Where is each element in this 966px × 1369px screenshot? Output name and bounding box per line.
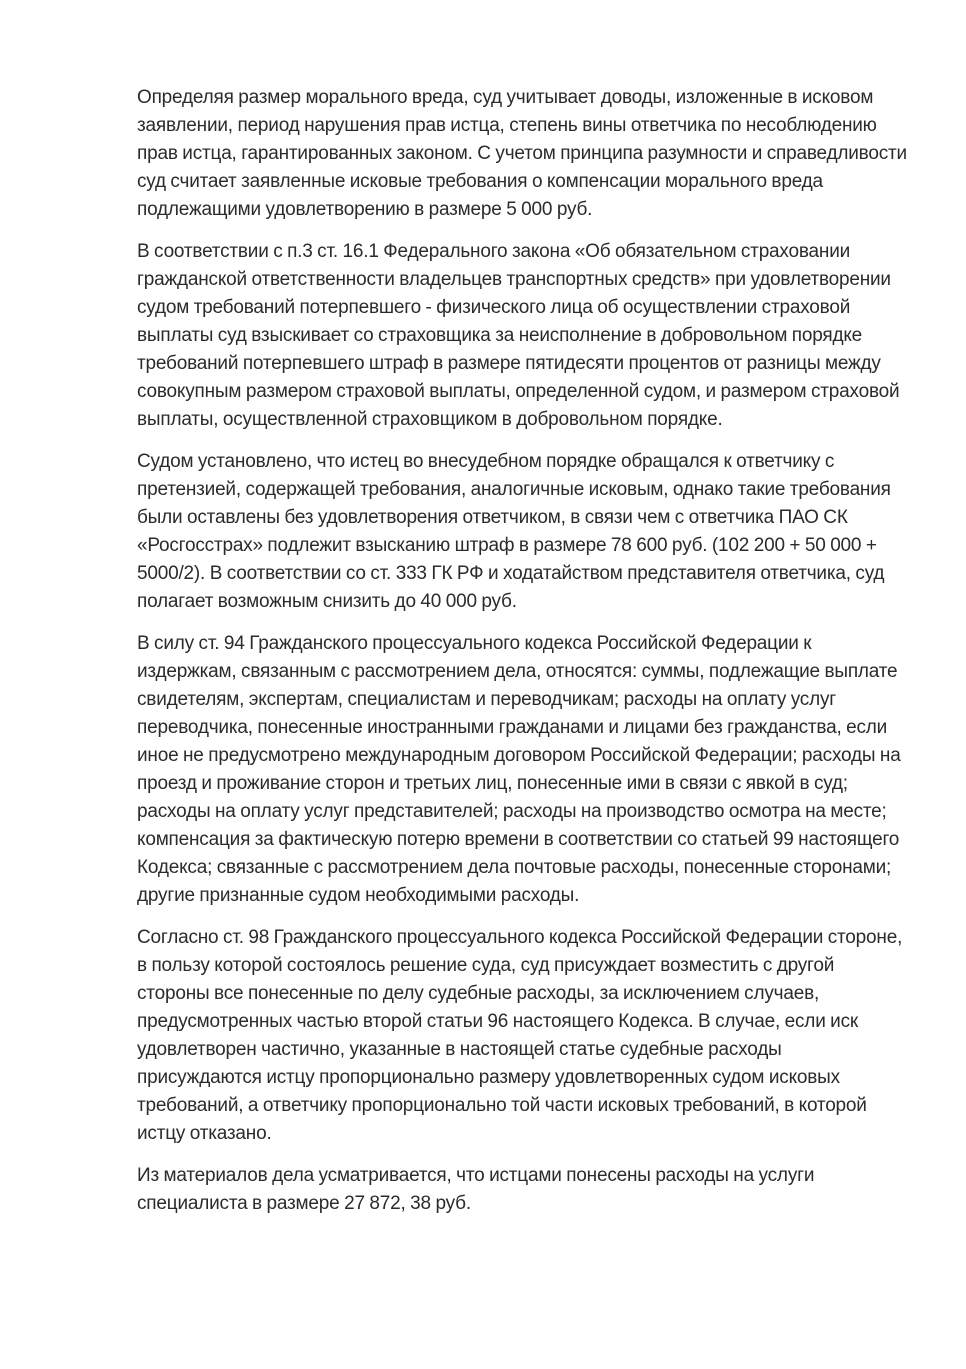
paragraph-court-costs-article-98: Согласно ст. 98 Гражданского процессуального кодекса Российской Федерации стороне, в пользу которой состоялось решение суда, суд присуждает возместить с другой стороны все понесенные по делу судебные расходы, за исключением случаев, предусмотренных частью второй статьи 96 настоящего Кодекса. В случае, если иск удовлетворен частично, указанные в настоящей статье судебные расходы присуждаются истцу пропорционально размеру удовлетворенных судом исковых требований, а ответчику пропорционально той части исковых требований, в которой истцу отказано. xyxy=(137,927,903,1144)
paragraph-osago-fine-law: В соответствии с п.3 ст. 16.1 Федерального закона «Об обязательном страховании гражданской ответственности владельцев транспортных средств» при удовлетворении судом требований потерпевшего - физического лица об осуществлении страховой выплаты суд взыскивает со страховщика за неисполнение в добровольном порядке требований потерпевшего штраф в размере пятидесяти процентов от разницы между совокупным размером страховой выплаты, определенной судом, и размером страховой выплаты, осуществленной страховщиком в добровольном порядке. xyxy=(137,241,900,430)
paragraph-court-costs-article-94: В силу ст. 94 Гражданского процессуального кодекса Российской Федерации к издержкам, связанным с рассмотрением дела, относятся: суммы, подлежащие выплате свидетелям, экспертам, специалистам и переводчикам; расходы на оплату услуг переводчика, понесенные иностранными гражданами и лицами без гражданства, если иное не предусмотрено международным договором Российской Федерации; расходы на проезд и проживание сторон и третьих лиц, понесенные ими в связи с явкой в суд; расходы на оплату услуг представителей; расходы на производство осмотра на месте; компенсация за фактическую потерю времени в соответствии со статьей 99 настоящего Кодекса; связанные с рассмотрением дела почтовые расходы, понесенные сторонами; другие признанные судом необходимыми расходы. xyxy=(137,633,901,906)
paragraph-specialist-expenses: Из материалов дела усматривается, что истцами понесены расходы на услуги специалиста в размере 27 872, 38 руб. xyxy=(137,1165,815,1214)
paragraph-fine-calculation: Судом установлено, что истец во внесудебном порядке обращался к ответчику с претензией, содержащей требования, аналогичные исковым, однако такие требования были оставлены без удовлетворения ответчиком, в связи чем с ответчика ПАО СК «Росгосстрах» подлежит взысканию штраф в размере 78 600 руб. (102 200 + 50 000 + 5000/2). В соответствии со ст. 333 ГК РФ и ходатайством представителя ответчика, суд полагает возможным снизить до 40 000 руб. xyxy=(137,451,891,612)
paragraph-moral-damages: Определяя размер морального вреда, суд учитывает доводы, изложенные в исковом заявлении, период нарушения прав истца, степень вины ответчика по несоблюдению прав истца, гарантированных законом. С учетом принципа разумности и справедливости суд считает заявленные исковые требования о компенсации морального вреда подлежащими удовлетворению в размере 5 000 руб. xyxy=(137,87,907,220)
document-content xyxy=(137,0,908,1218)
